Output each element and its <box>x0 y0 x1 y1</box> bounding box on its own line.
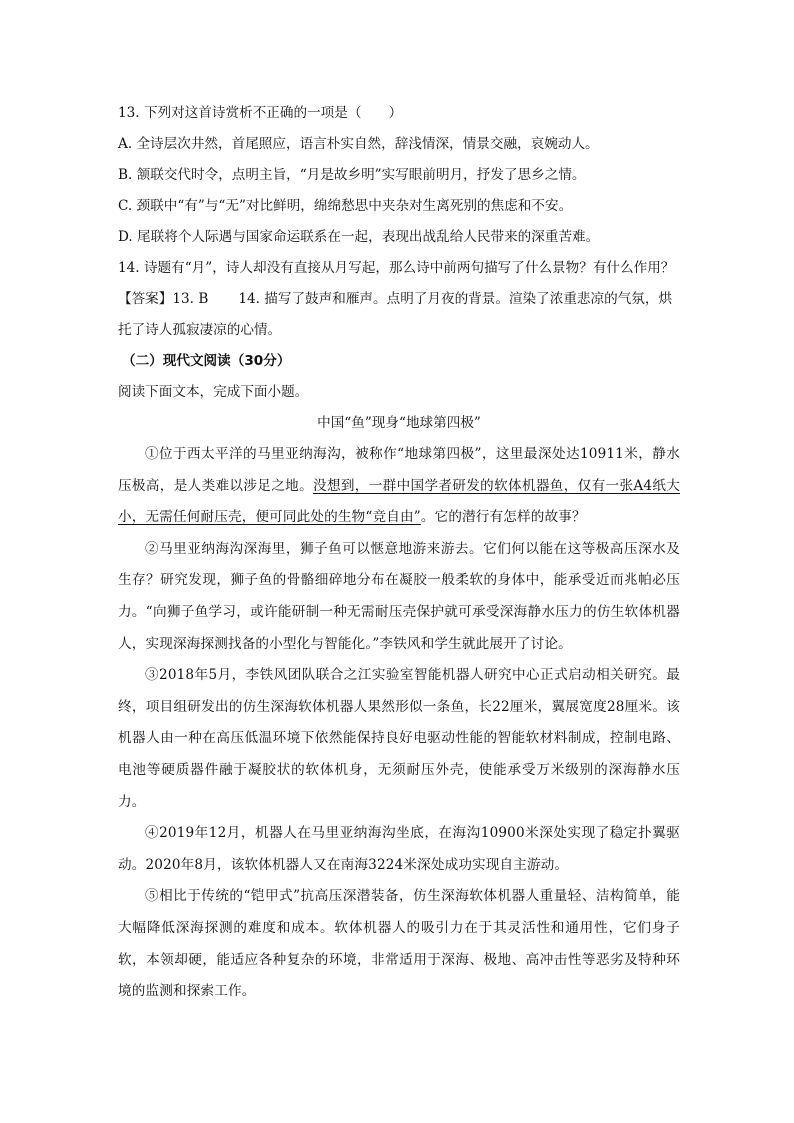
paragraph-4: ④2019年12月，机器人在马里亚纳海沟坐底，在海沟10900米深处实现了稳定扑翼驱动。2020年8月，该软体机器人又在南海3224米深处成功实现自主游动。 <box>118 825 680 873</box>
paragraph-1 <box>118 439 680 534</box>
paragraph-1-ending: 。它的潜行有怎样的故事？ <box>420 509 586 526</box>
question-13-option-a: A. 全诗层次井然，首尾照应，语言朴实自然，辞浅情深，情景交融，哀婉动人。 <box>118 136 599 152</box>
answer-block <box>118 284 680 346</box>
question-13-stem: 13. 下列对这首诗赏析不正确的一项是（ ） <box>118 105 403 121</box>
question-13-option-c: C. 颈联中“有”与“无”对比鲜明，绵绵愁思中夹杂对生离死别的焦虑和不安。 <box>118 198 573 214</box>
answer-prefix: 【答案】13. B <box>118 291 209 307</box>
reading-instruction: 阅读下面文本，完成下面小题。 <box>118 384 309 400</box>
answer-text: 14. 描写了鼓声和雁声。点明了月夜的背景。渲染了浓重悲凉的气氛，烘托了诗人孤寂凄凉的心情。 <box>118 291 673 338</box>
article-title: 中国“鱼”现身“地球第四极” <box>317 415 481 431</box>
question-14-stem: 14. 诗题有“月”，诗人却没有直接从月写起，那么诗中前两句描写了什么景物？有什么作用？ <box>118 260 675 276</box>
underlined-sentence: 没想到，一群中国学者研发的软体机器鱼，仅有一张A4纸大小，无需任何耐压壳，便可同此处的生物“竞自由” <box>118 477 681 526</box>
paragraph-2: ②马里亚纳海沟深海里，狮子鱼可以惬意地游来游去。它们何以能在这等极高压深水及生存？研究发现，狮子鱼的骨骼细碎地分布在凝胶一般柔软的身体中，能承受近而兆帕必压力。“向狮子鱼学习，或许能研制一种无需耐压壳保护就可承受深海静水压力的仿生软体机器人，实现深海探测找备的小型化与智能化。”李铁风和学生就此展开了讨论。 <box>118 540 680 652</box>
paragraph-3: ③2018年5月，李铁风团队联合之江实验室智能机器人研究中心正式启动相关研究。最终，项目组研发出的仿生深海软体机器人果然形似一条鱼，长22厘米，翼展宽度28厘米。该机器人由一种在高压低温环境下依然能保持良好电驱动性能的智能软材料制成，控制电路、电池等硬质器件融于凝胶状的软体机身，无须耐压外壳，使能承受万米级别的深海静水压力。 <box>118 667 680 810</box>
question-13-option-b: B. 颔联交代时令，点明主旨，“月是故乡明”实写眼前明月，抒发了思乡之情。 <box>118 167 586 183</box>
question-13-option-d: D. 尾联将个人际遇与国家命运联系在一起，表现出战乱给人民带来的深重苦难。 <box>118 229 600 245</box>
paragraph-1-text: ①位于西太平洋的马里亚纳海沟，被称作“地球第四极”，这里最深处达10911米，静水压极高，是人类难以涉足之地。 <box>118 446 680 494</box>
document-page <box>118 98 680 1008</box>
paragraph-5: ⑤相比于传统的“铠甲式”抗高压深潜装备，仿生深海软体机器人重量轻、洁构简单，能大幅降低深海探测的难度和成本。软体机器人的吸引力在于其灵活性和通用性，它们身子软，本领却硬，能适应各种复杂的环境，非常适用于深海、极地、高冲击性等恶劣及特种环境的监测和探索工作。 <box>118 888 680 1000</box>
section-heading: （二）现代文阅读（30分） <box>122 353 291 369</box>
